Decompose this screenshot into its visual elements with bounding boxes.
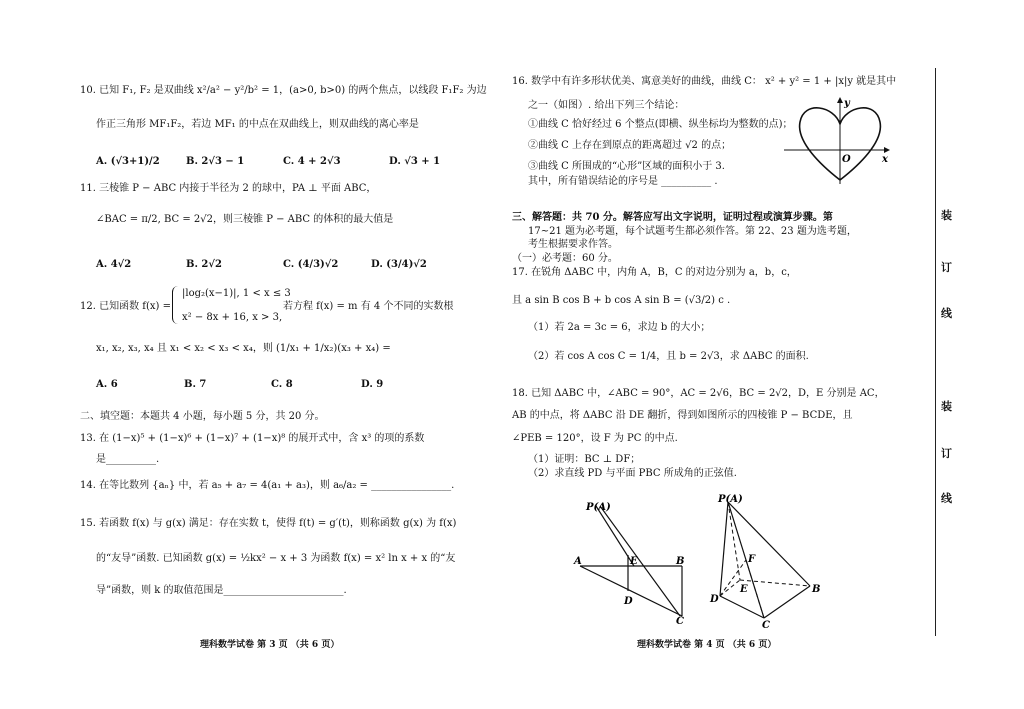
heart-origin-label: O xyxy=(842,154,851,165)
fig2-label-c: C xyxy=(762,620,770,630)
q12-case1: |log₂(x−1)|, 1 < x ≤ 3 xyxy=(182,288,291,299)
q12-option-c: C. 8 xyxy=(271,379,293,390)
q10-line1: 10. 已知 F₁, F₂ 是双曲线 x²/a² − y²/b² = 1，(a>0, b>0) 的两个焦点，以线段 F₁F₂ 为边 xyxy=(80,85,487,96)
heart-y-label: y xyxy=(844,98,850,109)
binding-mark-3: 线 xyxy=(941,307,952,320)
fig1-label-b: B xyxy=(676,556,685,567)
q12-option-a: A. 6 xyxy=(96,379,118,390)
q16-line1: 16. 数学中有许多形状优美、寓意美好的曲线，曲线 C： x² + y² = 1 + |x|y 就是其中 xyxy=(512,76,897,87)
section-3-heading-line2: 17~21 题为必考题，每个试题考生都必须作答。第 22、23 题为选考题， xyxy=(528,226,857,237)
q18-line2: AB 的中点，将 ΔABC 沿 DE 翻折，得到如图所示的四棱锥 P − BCDE，且 xyxy=(512,410,853,421)
q10-option-a: A. (√3+1)/2 xyxy=(96,156,160,167)
triangle-figure xyxy=(570,496,700,626)
fig2-label-e: E xyxy=(740,584,748,595)
q12-option-d: D. 9 xyxy=(361,379,384,390)
fig1-label-e: E xyxy=(630,556,638,567)
q15-line3: 导”函数，则 k 的取值范围是________________________. xyxy=(96,585,347,596)
fig2-label-b: B xyxy=(812,584,821,595)
q16-conclusion-3: ③曲线 C 所围成的“心形”区域的面积小于 3. xyxy=(528,161,725,172)
q18-part2: （2）求直线 PD 与平面 PBC 所成角的正弦值. xyxy=(528,468,737,479)
fig1-label-a: A xyxy=(574,556,582,567)
right-page-footer: 理科数学试卷 第 4 页 （共 6 页） xyxy=(637,640,777,650)
q11-line2: ∠BAC = π/2, BC = 2√2，则三棱锥 P − ABC 的体积的最大值是 xyxy=(96,214,394,225)
pyramid-figure xyxy=(706,490,826,630)
fig1-label-d: D xyxy=(624,596,633,607)
section-3-subheading: （一）必考题：60 分。 xyxy=(512,253,618,264)
q16-conclusion-1: ①曲线 C 恰好经过 6 个整点(即横、纵坐标均为整数的点)； xyxy=(528,119,793,130)
q14: 14. 在等比数列 {aₙ} 中，若 a₅ + a₇ = 4(a₁ + a₃)，则 a₆/a₂ = ________________. xyxy=(80,480,455,491)
q18-part1: （1）证明：BC ⊥ DF； xyxy=(528,454,641,465)
q11-option-a: A. 4√2 xyxy=(96,259,132,270)
binding-mark-5: 订 xyxy=(941,447,952,460)
left-page-footer: 理科数学试卷 第 3 页 （共 6 页） xyxy=(200,640,340,650)
q10-option-c: C. 4 + 2√3 xyxy=(283,156,341,167)
heart-y-arrow xyxy=(837,97,843,103)
q10-option-b: B. 2√3 − 1 xyxy=(186,156,245,167)
fig2-label-f: F xyxy=(748,554,756,565)
q15-line2: 的“友导”函数. 已知函数 g(x) = ½kx² − x + 3 为函数 f(x) = x² ln x + x 的“友 xyxy=(96,553,456,564)
q11-option-d: D. (3/4)√2 xyxy=(371,259,427,270)
binding-mark-4: 装 xyxy=(941,400,952,413)
section-3-heading-line3: 考生根据要求作答。 xyxy=(528,239,618,250)
heart-curve-figure xyxy=(782,96,892,186)
q12-lead: 12. 已知函数 f(x) = xyxy=(80,301,171,312)
q12-case2: x² − 8x + 16, x > 3, xyxy=(182,312,283,323)
heart-x-label: x xyxy=(882,154,888,165)
q11-line1: 11. 三棱锥 P − ABC 内接于半径为 2 的球中，PA ⊥ 平面 ABC， xyxy=(80,183,377,194)
q11-option-b: B. 2√2 xyxy=(186,259,222,270)
fig1-label-p: P(A) xyxy=(586,502,611,513)
q17-line2: 且 a sin B cos B + b cos A sin B = (√3/2) c . xyxy=(512,295,731,306)
q12-brace xyxy=(172,286,181,324)
q12-option-b: B. 7 xyxy=(184,379,207,390)
binding-mark-2: 订 xyxy=(941,261,952,274)
binding-mark-1: 装 xyxy=(941,209,952,222)
q12-line1b: 若方程 f(x) = m 有 4 个不同的实数根 xyxy=(283,301,454,312)
q10-line2: 作正三角形 MF₁F₂，若边 MF₁ 的中点在双曲线上，则双曲线的离心率是 xyxy=(96,119,419,130)
q17-line1: 17. 在锐角 ΔABC 中，内角 A，B，C 的对边分别为 a，b，c， xyxy=(512,267,797,278)
q10-option-d: D. √3 + 1 xyxy=(389,156,441,167)
section-2-heading: 二、填空题：本题共 4 小题，每小题 5 分，共 20 分。 xyxy=(80,411,325,422)
q16-line2: 之一（如图）. 给出下列三个结论： xyxy=(528,100,685,111)
q17-part2: （2）若 cos A cos C = 1/4，且 b = 2√3，求 ΔABC 的面积. xyxy=(528,351,809,362)
fig2-label-d: D xyxy=(710,594,719,605)
q15-line1: 15. 若函数 f(x) 与 g(x) 满足：存在实数 t，使得 f(t) = g′(t)，则称函数 g(x) 为 f(x) xyxy=(80,518,457,529)
q13-line1: 13. 在 (1−x)⁵ + (1−x)⁶ + (1−x)⁷ + (1−x)⁸ 的展开式中，含 x³ 的项的系数 xyxy=(80,433,425,444)
q16-line3: 其中，所有错误结论的序号是 __________ . xyxy=(528,176,718,187)
section-3-heading-line1: 三、解答题：共 70 分。解答应写出文字说明，证明过程或演算步骤。第 xyxy=(512,212,833,223)
q18-line3: ∠PEB = 120°，设 F 为 PC 的中点. xyxy=(512,433,678,444)
q12-line2: x₁, x₂, x₃, x₄ 且 x₁ < x₂ < x₃ < x₄，则 (1/x₁ + 1/x₂)(x₃ + x₄) = xyxy=(96,343,391,354)
fig2-label-p: P(A) xyxy=(718,494,743,505)
q17-part1: （1）若 2a = 3c = 6，求边 b 的大小； xyxy=(528,322,711,333)
heart-x-arrow xyxy=(884,147,890,153)
q11-option-c: C. (4/3)√2 xyxy=(283,259,339,270)
q13-line2: 是__________. xyxy=(96,454,160,465)
q18-line1: 18. 已知 ΔABC 中，∠ABC = 90°，AC = 2√6，BC = 2√2，D，E 分别是 AC， xyxy=(512,388,885,399)
q16-conclusion-2: ②曲线 C 上存在到原点的距离超过 √2 的点； xyxy=(528,140,732,151)
binding-line xyxy=(935,68,936,636)
fig1-label-c: C xyxy=(676,616,684,626)
binding-mark-6: 线 xyxy=(941,492,952,505)
